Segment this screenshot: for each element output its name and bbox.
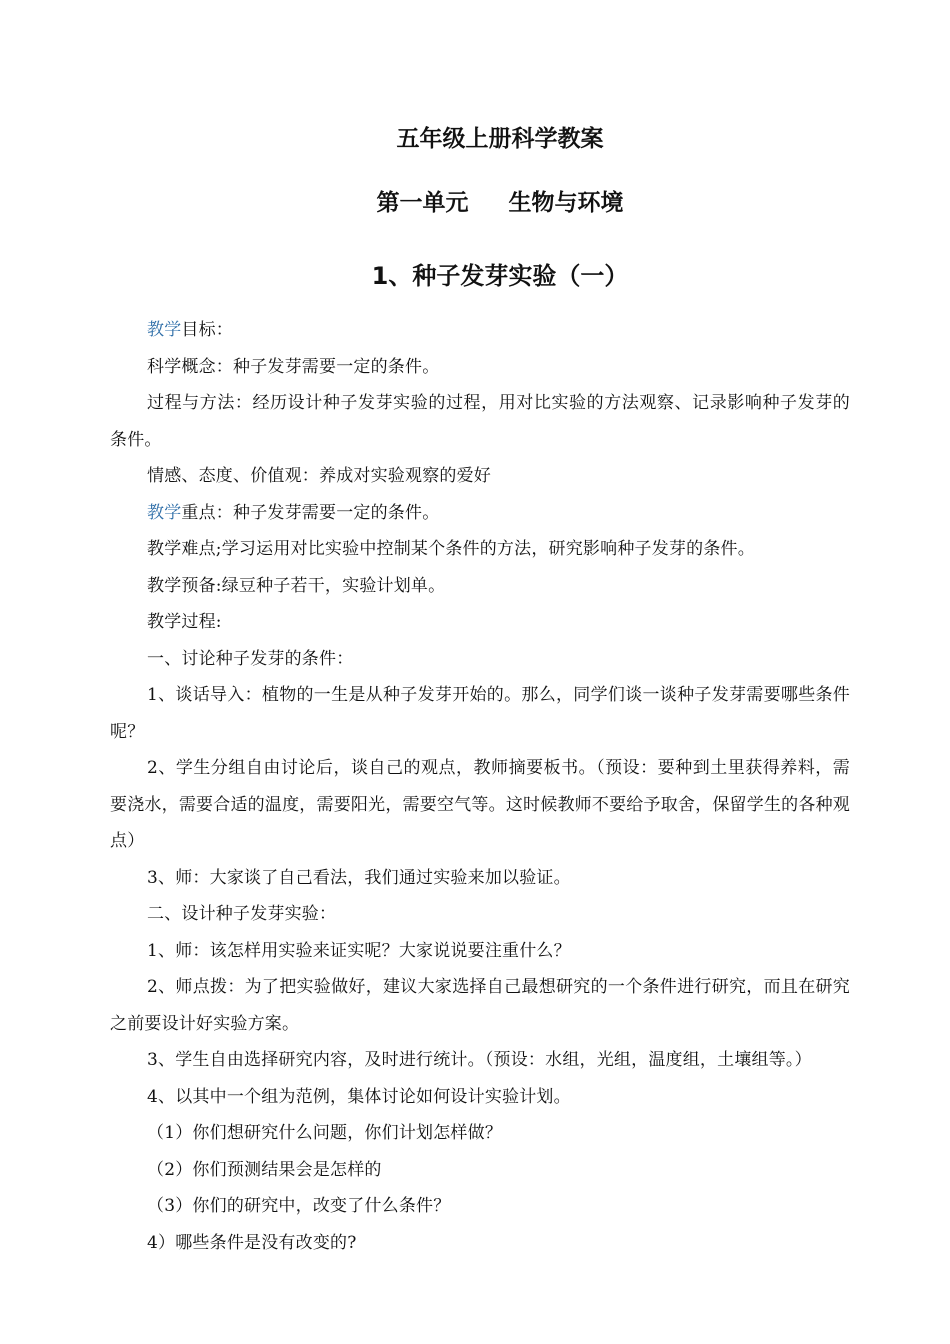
attitude-values: 情感、态度、价值观：养成对实验观察的爱好	[147, 466, 491, 486]
key-point-rest: 重点：种子发芽需要一定的条件。	[181, 502, 440, 523]
unit-title: 第一单元 生物与环境	[376, 190, 624, 216]
question-4: 4）哪些条件是没有改变的?	[147, 1232, 357, 1253]
lesson-title: 1、种子发芽实验（一）	[371, 262, 629, 290]
goal-label-highlight: 教学	[147, 320, 182, 340]
teaching-difficulty: 教学难点;学习运用对比实验中控制某个条件的方法，研究影响种子发芽的条件。	[147, 539, 755, 559]
teaching-key-point	[110, 495, 850, 532]
section-2-item-2: 2、师点拨：为了把实验做好，建议大家选择自己最想研究的一个条件进行研究，而且在研究之前要设计好实验方案。	[110, 977, 850, 1034]
section-2-heading: 二、设计种子发芽实验：	[147, 904, 337, 924]
process-and-method: 过程与方法：经历设计种子发芽实验的过程，用对比实验的方法观察、记录影响种子发芽的条件。	[110, 393, 850, 450]
section-2-item-4: 4、以其中一个组为范例，集体讨论如何设计实验计划。	[147, 1086, 571, 1107]
section-1-item-1: 1、谈话导入：植物的一生是从种子发芽开始的。那么，同学们谈一谈种子发芽需要哪些条件呢？	[110, 685, 850, 742]
section-1-item-3: 3、师：大家谈了自己看法，我们通过实验来加以验证。	[147, 867, 571, 888]
question-1: （1）你们想研究什么问题，你们计划怎样做？	[147, 1123, 503, 1143]
question-3: （3）你们的研究中，改变了什么条件？	[147, 1196, 451, 1216]
section-2-item-3: 3、学生自由选择研究内容，及时进行统计。（预设：水组，光组，温度组，土壤组等。）	[147, 1050, 812, 1070]
teaching-process-label: 教学过程:	[147, 612, 222, 632]
science-concept: 科学概念：种子发芽需要一定的条件。	[147, 356, 440, 377]
goal-label-rest: 目标：	[181, 320, 234, 340]
section-1-item-2: 2、学生分组自由讨论后，谈自己的观点，教师摘要板书。（预设：要种到土里获得养料，需要浇水，需要合适的温度，需要阳光，需要空气等。这时候教师不要给予取舍，保留学生的各种观点）	[110, 758, 850, 851]
document-title: 五年级上册科学教案	[396, 126, 604, 152]
section-1-heading: 一、讨论种子发芽的条件：	[147, 648, 354, 669]
key-point-highlight: 教学	[147, 502, 182, 523]
teaching-preparation: 教学预备:绿豆种子若干，实验计划单。	[147, 575, 446, 596]
lesson-body	[110, 312, 850, 1261]
question-2: （2）你们预测结果会是怎样的	[147, 1159, 382, 1180]
section-2-item-1: 1、师：该怎样用实验来证实呢？大家说说要注重什么？	[147, 940, 571, 961]
teaching-goal-label	[110, 312, 850, 349]
